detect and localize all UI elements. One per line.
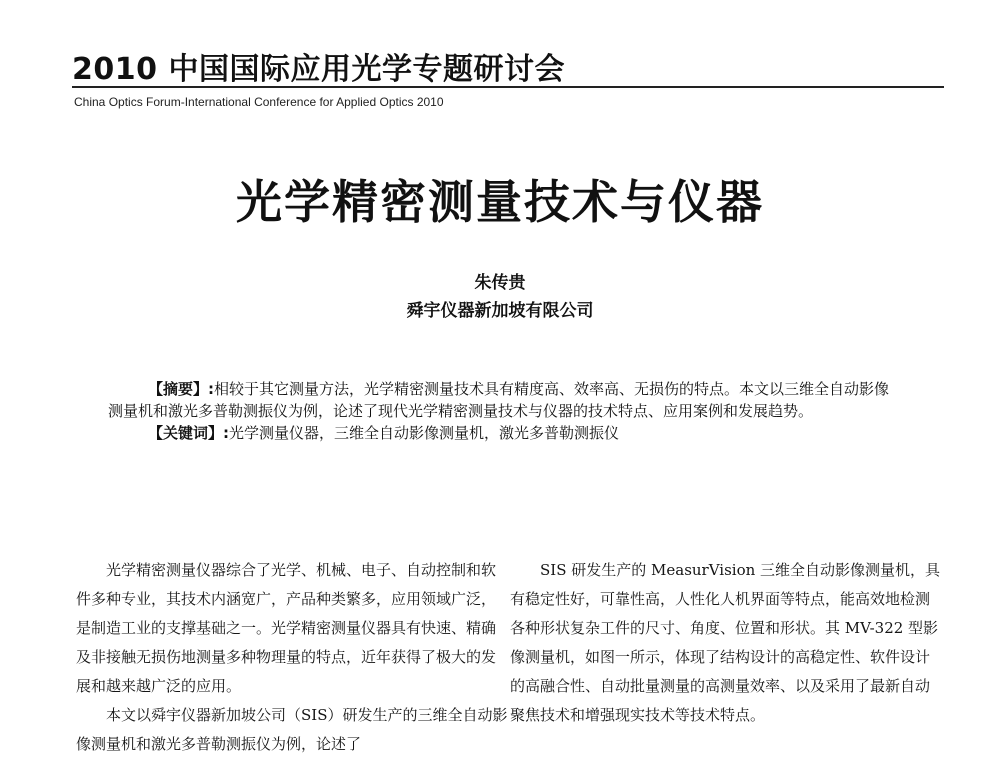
header-rule [72, 86, 944, 88]
author-name: 朱传贵 [474, 273, 526, 293]
paper-title: 光学精密测量技术与仪器 [236, 175, 764, 229]
keywords-label: 【关键词】: [148, 424, 229, 442]
body-column-right [510, 556, 942, 730]
conference-title: 2010 中国国际应用光学专题研讨会 [72, 52, 565, 87]
abstract-block [108, 378, 898, 444]
keywords-paragraph [108, 422, 898, 444]
author-affiliation: 舜宇仪器新加坡有限公司 [406, 301, 594, 321]
abstract-paragraph [108, 378, 898, 422]
conference-subtitle: China Optics Forum-International Conference for Applied Optics 2010 [74, 95, 444, 109]
body-paragraph: SIS 研发生产的 MeasurVision 三维全自动影像测量机，具有稳定性好，可靠性高，人性化人机界面等特点，能高效地检测各种形状复杂工件的尺寸、角度、位置和形状。其 MV-322 型影像测量机，如图一所示，体现了结构设计的高稳定性、软件设计的高融合性、自动批量测量的高测量效率、以及采用了最新自动聚焦技术和增强现实技术等技术特点。 [510, 561, 941, 724]
body-paragraph: 本文以舜宇仪器新加坡公司（SIS）研发生产的三维全自动影像测量机和激光多普勒测振仪为例，论述了 [76, 706, 508, 753]
abstract-label: 【摘要】: [148, 380, 214, 398]
body-paragraph: 光学精密测量仪器综合了光学、机械、电子、自动控制和软件多种专业，其技术内涵宽广，产品种类繁多，应用领域广泛，是制造工业的支撑基础之一。光学精密测量仪器具有快速、精确及非接触无损伤地测量多种物理量的特点，近年获得了极大的发展和越来越广泛的应用。 [76, 561, 497, 695]
abstract-text: 相较于其它测量方法，光学精密测量技术具有精度高、效率高、无损伤的特点。本文以三维全自动影像测量机和激光多普勒测振仪为例，论述了现代光学精密测量技术与仪器的技术特点、应用案例和发展趋势。 [108, 380, 890, 420]
body-column-left [76, 556, 508, 759]
keywords-text: 光学测量仪器，三维全自动影像测量机，激光多普勒测振仪 [229, 424, 620, 442]
